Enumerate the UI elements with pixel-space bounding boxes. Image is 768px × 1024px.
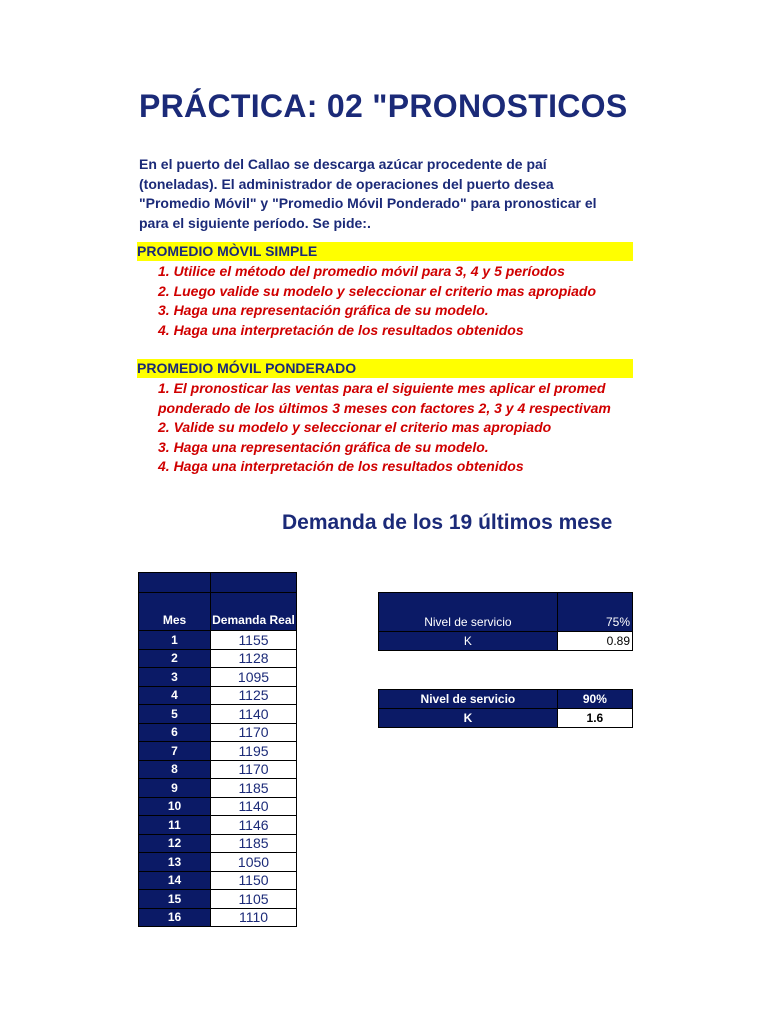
cell-mes[interactable]: 15 — [139, 890, 211, 909]
k-label[interactable]: K — [379, 709, 558, 728]
list-item: 1. El pronosticar las ventas para el siguiente mes aplicar el promed — [158, 380, 606, 396]
demand-subtitle: Demanda de los 19 últimos mese — [282, 511, 613, 534]
cell-mes[interactable]: 6 — [139, 723, 211, 742]
table-row — [139, 649, 297, 668]
table-row — [139, 742, 297, 761]
table-row — [139, 908, 297, 927]
intro-line: (toneladas). El administrador de operaciones del puerto desea — [139, 175, 554, 192]
list-item: 2. Valide su modelo y seleccionar el criterio mas apropiado — [158, 419, 552, 435]
table-row — [139, 853, 297, 872]
cell-mes[interactable]: 7 — [139, 742, 211, 761]
table-row — [139, 834, 297, 853]
table-row — [139, 705, 297, 724]
table-row — [139, 816, 297, 835]
cell-mes[interactable]: 1 — [139, 631, 211, 650]
cell-demanda[interactable]: 1170 — [211, 760, 297, 779]
cell-mes[interactable]: 14 — [139, 871, 211, 890]
cell-demanda[interactable]: 1195 — [211, 742, 297, 761]
table-row — [139, 686, 297, 705]
intro-line: para el siguiente período. Se pide:. — [139, 214, 371, 231]
cell-demanda[interactable]: 1125 — [211, 686, 297, 705]
table-row — [139, 890, 297, 909]
list-item: 2. Luego valide su modelo y seleccionar el criterio mas apropiado — [158, 282, 597, 299]
service-level-label[interactable]: Nivel de servicio — [379, 690, 558, 709]
list-item: 3. Haga una representación gráfica de su modelo. — [158, 438, 489, 455]
cell-demanda[interactable]: 1185 — [211, 834, 297, 853]
cell-mes[interactable]: 9 — [139, 779, 211, 798]
table-row — [139, 723, 297, 742]
table-header-top — [139, 573, 297, 593]
table-header — [139, 593, 297, 631]
list-item: 4. Haga una interpretación de los resultados obtenidos — [158, 321, 524, 338]
cell-demanda[interactable]: 1140 — [211, 705, 297, 724]
section-heading-simple: PROMEDIO MÒVIL SIMPLE — [137, 242, 633, 261]
table-row — [139, 760, 297, 779]
intro-line: "Promedio Móvil" y "Promedio Móvil Ponderado" para pronosticar el — [139, 195, 597, 211]
service-level-table-75 — [378, 592, 633, 651]
cell-mes[interactable]: 12 — [139, 834, 211, 853]
cell-demanda[interactable]: 1185 — [211, 779, 297, 798]
list-item: 4. Haga una interpretación de los resultados obtenidos — [158, 458, 524, 474]
section-heading-weighted: PROMEDIO MÓVIL PONDERADO — [137, 359, 633, 378]
cell-demanda[interactable]: 1150 — [211, 871, 297, 890]
cell-mes[interactable]: 2 — [139, 649, 211, 668]
cell-demanda[interactable]: 1050 — [211, 853, 297, 872]
k-value[interactable]: 0.89 — [557, 632, 632, 651]
cell-mes[interactable]: 13 — [139, 853, 211, 872]
list-item: 3. Haga una representación gráfica de su modelo. — [158, 302, 489, 318]
cell-mes[interactable]: 8 — [139, 760, 211, 779]
cell-demanda[interactable]: 1146 — [211, 816, 297, 835]
cell-demanda[interactable]: 1170 — [211, 723, 297, 742]
table-row — [139, 779, 297, 798]
cell-mes[interactable]: 11 — [139, 816, 211, 835]
k-label[interactable]: K — [379, 632, 558, 651]
cell-mes[interactable]: 10 — [139, 797, 211, 816]
service-level-table-90 — [378, 689, 633, 728]
list-item: ponderado de los últimos 3 meses con factores 2, 3 y 4 respectivam — [158, 399, 611, 416]
table-row — [139, 797, 297, 816]
header-cell — [139, 573, 211, 593]
intro-paragraph — [139, 155, 633, 233]
cell-demanda[interactable]: 1110 — [211, 908, 297, 927]
cell-demanda[interactable]: 1128 — [211, 649, 297, 668]
table-row — [139, 668, 297, 687]
page-title: PRÁCTICA: 02 "PRONOSTICOS — [139, 88, 628, 124]
table-row — [139, 631, 297, 650]
cell-demanda[interactable]: 1095 — [211, 668, 297, 687]
cell-demanda[interactable]: 1105 — [211, 890, 297, 909]
section-items-simple — [158, 262, 596, 340]
cell-mes[interactable]: 16 — [139, 908, 211, 927]
service-level-label[interactable]: Nivel de servicio — [379, 593, 558, 632]
header-cell — [211, 573, 297, 593]
demand-table — [138, 572, 297, 927]
cell-mes[interactable]: 5 — [139, 705, 211, 724]
column-header-mes[interactable]: Mes — [139, 593, 211, 631]
cell-demanda[interactable]: 1140 — [211, 797, 297, 816]
cell-demanda[interactable]: 1155 — [211, 631, 297, 650]
list-item: 1. Utilice el método del promedio móvil para 3, 4 y 5 períodos — [158, 263, 565, 279]
table-row — [139, 871, 297, 890]
intro-line: En el puerto del Callao se descarga azúcar procedente de paí — [139, 156, 547, 172]
cell-mes[interactable]: 4 — [139, 686, 211, 705]
service-level-value[interactable]: 75% — [557, 593, 632, 632]
section-items-weighted — [158, 379, 611, 477]
k-value[interactable]: 1.6 — [557, 709, 632, 728]
column-header-demanda[interactable]: Demanda Real — [211, 593, 297, 631]
service-level-value[interactable]: 90% — [557, 690, 632, 709]
cell-mes[interactable]: 3 — [139, 668, 211, 687]
